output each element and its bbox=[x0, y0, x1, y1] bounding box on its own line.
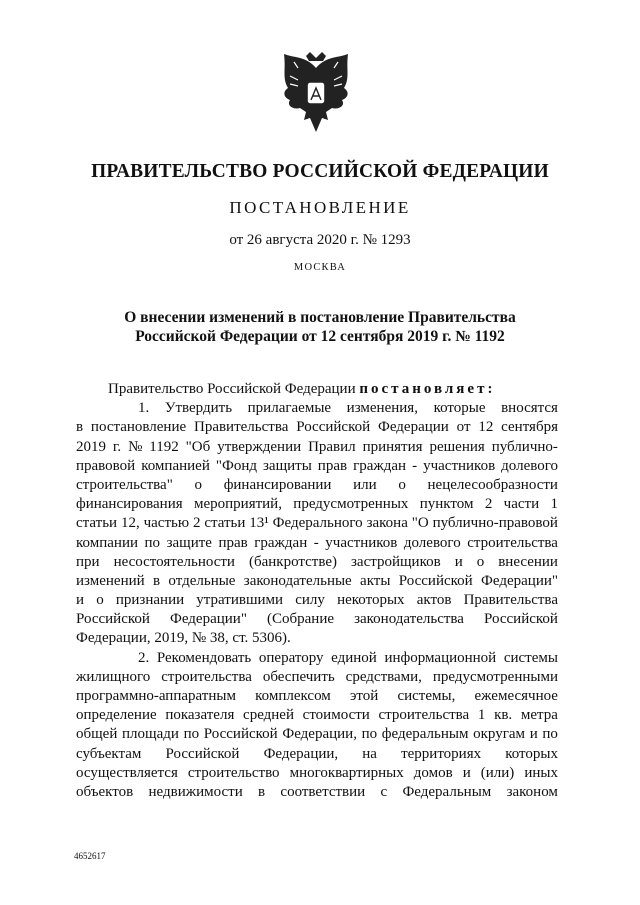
paragraph-line: общей площади по Российской Федерации, по федеральным округам и по bbox=[76, 726, 558, 743]
preamble-text: Правительство Российской Федерации bbox=[108, 381, 356, 397]
paragraph-line: Российской Федерации" (Собрание законодательства Российской bbox=[76, 611, 558, 628]
preamble bbox=[76, 380, 558, 399]
paragraph-line: объектов недвижимости в соответствии с Федеральным законом bbox=[76, 783, 558, 800]
document-heading bbox=[70, 308, 570, 346]
paragraph-line: финансирования мероприятий, предусмотренных пунктом 2 части 1 bbox=[76, 496, 558, 513]
paragraph-line: и о признании утратившими силу некоторых актов Правительства bbox=[76, 592, 558, 609]
document-heading-line: О внесении изменений в постановление Правительства bbox=[124, 309, 516, 326]
preamble-verb: постановляет: bbox=[359, 381, 496, 397]
paragraph-line: правовой компанией "Фонд защиты прав граждан - участников долевого bbox=[76, 457, 558, 474]
paragraph-line: субъектам Российской Федерации, на территориях которых bbox=[76, 745, 558, 762]
paragraph-line: 1. Утвердить прилагаемые изменения, которые вносятся bbox=[138, 400, 558, 417]
government-title: ПРАВИТЕЛЬСТВО РОССИЙСКОЙ ФЕДЕРАЦИИ bbox=[91, 160, 549, 182]
paragraph-line: осуществляется строительство многоквартирных домов и (или) иных bbox=[76, 764, 558, 781]
document-city: МОСКВА bbox=[293, 262, 347, 273]
document-heading-line: Российской Федерации от 12 сентября 2019 г. № 1192 bbox=[135, 328, 505, 345]
paragraph-1 bbox=[76, 399, 558, 648]
paragraph-line: программно-аппаратным комплексом этой системы, ежемесячное bbox=[76, 688, 558, 704]
paragraph-line: компании по защите прав граждан - участников долевого строительства bbox=[76, 534, 558, 551]
paragraph-2 bbox=[76, 649, 558, 803]
document-type: ПОСТАНОВЛЕНИЕ bbox=[229, 198, 411, 217]
paragraph-line: строительства" о финансировании или о нецелесообразности bbox=[76, 476, 558, 493]
footer-code: 4652617 bbox=[74, 851, 106, 861]
coat-of-arms-emblem bbox=[276, 48, 356, 136]
document-date-number: от 26 августа 2020 г. № 1293 bbox=[229, 232, 411, 248]
paragraph-line: 2. Рекомендовать оператору единой информационной системы bbox=[138, 649, 558, 666]
paragraph-line: 2019 г. № 1192 "Об утверждении Правил принятия решения публично- bbox=[76, 438, 558, 455]
paragraph-line: жилищного строительства обеспечить средствами, предусмотренными bbox=[76, 668, 558, 685]
document-body bbox=[76, 380, 558, 802]
paragraph-line: Федерации, 2019, № 38, ст. 5306). bbox=[76, 630, 291, 647]
paragraph-line: определение показателя средней стоимости строительства 1 кв. метра bbox=[76, 707, 558, 724]
paragraph-line: при несостоятельности (банкротстве) застройщиков и о внесении bbox=[76, 553, 558, 570]
paragraph-line: статьи 12, частью 2 статьи 13¹ Федерального закона "О публично-правовой bbox=[76, 515, 558, 532]
paragraph-line: в постановление Правительства Российской Федерации от 12 сентября bbox=[76, 419, 558, 436]
paragraph-line: изменений в отдельные законодательные акты Российской Федерации" bbox=[76, 572, 558, 589]
